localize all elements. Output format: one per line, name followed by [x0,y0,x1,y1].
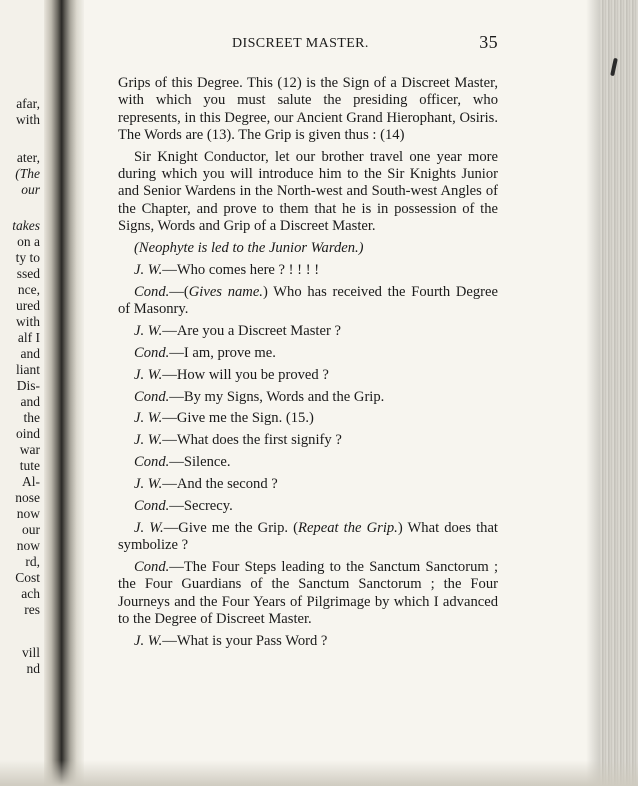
facing-page-text: nose [15,490,40,505]
facing-page-text: Cost [15,570,40,585]
facing-page-text: our [22,522,40,537]
facing-page-text: vill [21,645,40,660]
facing-page-text: ach [21,586,40,601]
page-number: 35 [479,32,498,52]
text-run: —Who comes here ? ! ! ! ! [162,261,320,278]
facing-page-text: takes [12,218,40,233]
italic-text: Cond. [134,454,170,471]
facing-page-text: ssed [16,266,40,281]
book-right-edge [586,0,638,786]
facing-page-text: ured [16,298,40,313]
facing-page-text: liant [16,362,40,377]
text-run: —Give me the Grip. ( [163,519,299,536]
italic-text: J. W. [134,432,163,449]
italic-text: Cond. [134,344,170,361]
paragraph [118,345,498,362]
italic-text: J. W. [134,476,163,493]
text-run: —And the second ? [162,476,278,493]
bottom-shadow [0,760,638,786]
italic-text: Gives name. [188,283,263,300]
paragraph [118,454,498,471]
text-run: Grips of this Degree. This (12) is the Sign of a Discreet Master, with which you must salute the presiding officer, who represents, in this Degree, our Ancient Grand Hierophant, Osiris. The Words are (13). The Grip is given thus : (14) [118,75,498,143]
italic-text: Cond. [134,559,170,576]
facing-page-text: nce, [17,282,40,297]
facing-page-text: now [16,538,40,553]
text-run: Sir Knight Conductor, let our brother travel one year more during which you will introduce him to the Sir Knights Junior and Senior Wardens in the North-west and South-west Angles of the Chapter, and prove to them that he is in possession of the Signs, Words and Grip of a Discreet Master. [118,148,498,234]
text-run: —What is your Pass Word ? [162,632,328,649]
text-run: —The Four Steps leading to the Sanctum Sanctorum ; the Four Guardians of the Sanctum Sanctorum ; the Four Journeys and the Four Years of Pilgrimage by which I advanced to the Degree of Discreet Master. [118,559,498,627]
italic-text: J. W. [134,410,163,427]
facing-page-text: (The [15,166,40,181]
text-run: —( [169,283,189,300]
facing-page-text: ty to [15,250,40,265]
text-run: —Silence. [169,454,231,471]
paragraph [118,476,498,493]
text-run: —How will you be proved ? [162,366,329,383]
facing-page-text: Al- [22,474,40,489]
facing-page-text: res [24,602,40,617]
running-head [118,34,498,58]
paragraph [118,323,498,340]
facing-page-text: with [15,112,40,127]
paragraph [118,262,498,279]
paragraph [118,240,498,257]
italic-text: J. W. [134,261,163,278]
paragraph [118,498,498,515]
facing-page-text: with [15,314,40,329]
facing-page-text: alf I [17,330,40,345]
text-run: ) What does that symbolize ? [118,519,498,554]
facing-page-text: the [23,410,40,425]
facing-page-text: war [19,442,40,457]
facing-page-fragment [0,0,44,786]
paragraph [118,367,498,384]
paragraph [118,149,498,235]
italic-text: (Neophyte is led to the Junior Warden.) [134,239,364,256]
paragraph [118,559,498,628]
paragraph [118,432,498,449]
facing-page-text: afar, [16,96,40,111]
paragraph [118,410,498,427]
facing-page-text: oind [15,426,40,441]
paragraph [118,520,498,555]
italic-text: J. W. [134,366,163,383]
paragraph [118,75,498,144]
italic-text: Repeat the Grip. [298,519,398,536]
facing-page-text: now [16,506,40,521]
italic-text: J. W. [134,519,164,536]
italic-text: J. W. [134,632,163,649]
italic-text: J. W. [134,322,163,339]
italic-text: Cond. [134,497,170,514]
facing-page-text: our [21,182,40,197]
text-run: —I am, prove me. [169,344,276,361]
facing-page-text: tute [19,458,40,473]
text-run: ) Who has received the Fourth Degree of Masonry. [118,283,499,317]
text-run: —What does the first signify ? [162,432,342,449]
running-head-title: DISCREET MASTER. [232,36,369,51]
facing-page-text: ater, [16,150,40,165]
facing-page-text: nd [26,661,40,676]
text-run: —Give me the Sign. (15.) [162,410,314,427]
text-run: —Secrecy. [169,497,233,514]
edge-mark [610,58,618,76]
paragraph [118,389,498,406]
italic-text: Cond. [134,283,170,300]
facing-page-text: and [20,394,40,409]
paragraph [118,284,498,319]
page-content [118,34,498,655]
facing-page-text: on a [17,234,40,249]
italic-text: Cond. [134,388,170,405]
book-gutter [44,0,84,786]
text-run: —By my Signs, Words and the Grip. [169,388,385,405]
page-body [118,75,498,650]
text-run: —Are you a Discreet Master ? [162,322,341,339]
facing-page-text: Dis- [16,378,40,393]
facing-page-text: and [20,346,40,361]
paragraph [118,633,498,650]
facing-page-text: rd, [25,554,40,569]
